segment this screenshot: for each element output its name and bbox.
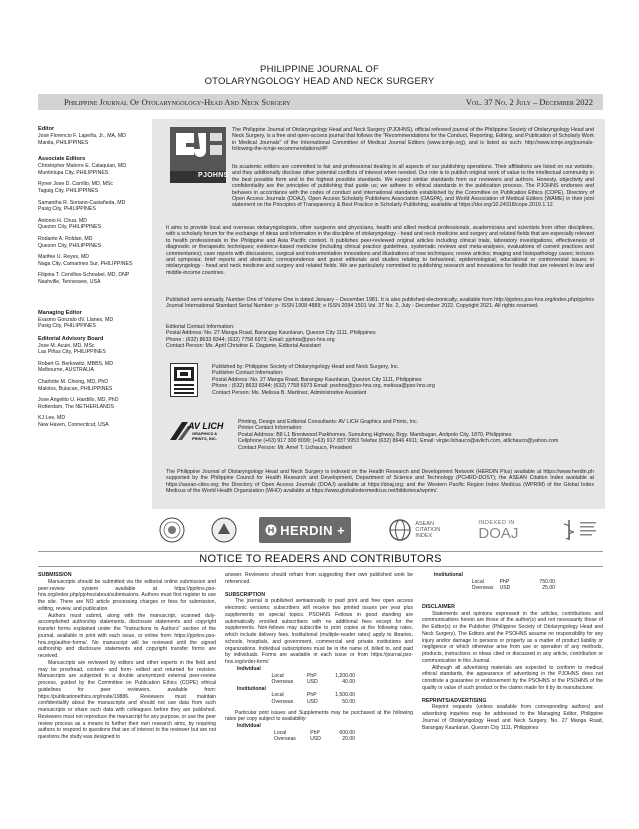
editorial-board [38, 126, 153, 435]
person-location: Pasig City, PHILIPPINES [38, 206, 96, 213]
person-location: Malolos, Bulacan, PHILIPPINES [38, 385, 113, 392]
editor-block [38, 126, 153, 146]
rate-cell: 1,500.00 [335, 692, 355, 699]
ethics-paragraph: Its academic editors are committed to fair and professional dealing in all aspects of our publishing operations. Their affiliations are listed on our website, and they additionally disclose other potential conflicts of interest when needed. Our role is to publish original work of value to the intellectual community in the best possible form and to the highest possible standards. We expect similar standards from our reviewers and authors. Honesty, objectivity and confidentiality are the principles of publishing that guide us; we adhere to ethical standards in the publication process. The PJOHNS endorses and behaves in accordance with the codes of conduct and international standards established by the Committee on Publication Ethics (COPE), Directory of Open Access Journals (DOAJ), Open Access Scholarly Publishers Association (OASPA), and World Association of Medical Editors (WAME) in their joint statement on the Principles of Transparency & Best Practice in Scholarly Publishing, available at https://doi.org/10.24318/cope.2019.1.12. [232, 164, 594, 209]
rate-cell: Overseas [471, 585, 494, 592]
wprim-text-lines [580, 519, 598, 541]
person-name: Rodante A. Roldan, MD [38, 235, 93, 242]
submission-heading: SUBMISSION [38, 572, 72, 578]
rate-cell: USD [310, 736, 321, 743]
wprim-caduceus-icon [560, 518, 578, 542]
person-location: Las Piñas City, PHILIPPINES [38, 349, 106, 356]
rate-cell: 750.00 [539, 578, 555, 585]
rate-cell: 20.00 [342, 736, 355, 743]
associate-editors-heading: Associate Editors [38, 156, 86, 163]
person-name: Antonio H. Chua, MD [38, 217, 88, 224]
person-name: Samantha R. Soriano-Castañeda, MD [38, 199, 126, 206]
rates-individual-label: Individual [237, 665, 261, 672]
publisher-line: Published by: Philippine Society of Otolaryngology Head and Neck Surgery, Inc. [212, 364, 400, 370]
notice-column-1 [38, 572, 216, 741]
rate-cell: Overseas [271, 699, 294, 706]
table-row [225, 692, 413, 699]
rate-cell: Local [271, 672, 284, 679]
herdin-h-icon [265, 524, 277, 536]
printer-line: Contact Person: Mr. Arnel T. Lichauco, President [238, 444, 352, 451]
person-name: Filipina T. Cervillos-Schnabel, MD, DNP [38, 272, 130, 279]
running-head-left: Philippine Journal Of Otolaryngology-Head And Neck Surgery [64, 97, 291, 107]
herdin-logo-text: HERDIN + [280, 522, 346, 538]
masthead [0, 64, 639, 88]
table-row [422, 579, 603, 586]
table-row [225, 679, 413, 686]
advisory-member [38, 397, 153, 410]
rate-cell: USD [306, 699, 318, 706]
asean-logo-line3: INDEX [415, 533, 433, 539]
editor-location: Manila, PHILIPPINES [38, 139, 89, 146]
notice-title: NOTICE TO READERS AND CONTRIBUTORS [38, 551, 603, 567]
submission-paragraph: Manuscripts should be submitted via the editorial online submission and peer-review system available at https://pjohns.pso-hns.org/index.php/pjohns/about/submissions. Authors must first register to use the site. There are NO article processing charges or fees for submission, editing, review, and publication. [38, 578, 216, 612]
rate-cell: Overseas [274, 736, 296, 743]
person-location: New Haven, Connecticut, USA [38, 422, 109, 429]
publisher-line: Phone : (632) 8633 8344; (632) 7758 6973 Email: psohns@pso-hns.org, melissa@pso-hns.org [212, 383, 435, 390]
rates-table-individual [225, 673, 413, 686]
person-location: Melbourne, AUSTRALIA [38, 367, 94, 374]
person-name: Ryner Jose D. Carrillo, MD, MSc [38, 181, 113, 188]
notice-column-3 [422, 572, 603, 731]
editor-heading: Editor [38, 126, 55, 132]
asean-logo-line1: ASEAN [415, 521, 434, 527]
person-name: Charlotte M. Chiong, MD, PhD [38, 379, 109, 386]
reprints-paragraph: Reprint requests (unless available from corresponding authors) and advertising inquiries may be addressed to the Managing Editor, Philippine Journal of Otolaryngology Head and Neck Surgery, No. 27 Manga Road, Barangay Kaunlaran, Quezon City 1111, Philippines [422, 704, 603, 731]
associate-editor [38, 200, 153, 213]
psohns-seal-logo [170, 363, 198, 397]
submission-paragraph: Manuscripts are reviewed by editors and other experts in the field and may be proofread, content- and form- edited and returned for revision. Manuscripts are subjected to a double anonymized external peer-review process, guided by the Committee on Publication Ethics (COPE) ethical guidelines for peer reviewers, available from: https://publicationethics.org/node/19886. Reviewers must maintain confidentiality about the manuscripts and should not use data from such manuscripts or share such data with colleagues before they are published. Reviewers must not reproduce the manuscript for any purpose, or use the peer review process as a means to further their own research aims, by requiring authors to respond to questions that are of interest to the reviewer but are not questions the study was designed to [38, 659, 216, 740]
journal-title-line2: OTOLARYNGOLOGY HEAD AND NECK SURGERY [204, 76, 435, 87]
disclaimer-paragraph: Although all advertising materials are expected to conform to medical ethical standards, the appearance of advertising in the PJOHNS does not constitute a guarantee or endorsement by the PSOHNS or the PSOHNS of the quality or value of such product or the claims made for it by its manufacturer. [422, 664, 603, 691]
rate-cell: PhP [306, 692, 317, 699]
printer-line: Postal Address: B8 L1 Brentwood Parkhomes, Sumulong Highway, Brgy. Mambugan, Antipolo City, 1870, Philippines [238, 431, 512, 438]
advisory-board-block [38, 336, 153, 429]
submission-paragraph: Authors must submit, along with the manuscript, scanned duly-accomplished authorship statements, disclosure statements and copyright transfer forms explained under the "Instructions to Authors" section of the journal, available in print with each issue, or online from: https://pjohns.pso-hns.org/author-forms/. No manuscript will be reviewed until the signed authorship and disclosure statements and copyright transfer forms are received. [38, 612, 216, 659]
herdin-logo [259, 517, 351, 543]
rate-cell: Local [471, 578, 484, 585]
associate-editor [38, 218, 153, 231]
pjohns-logo-label: PJOHNS [198, 172, 229, 179]
running-head-bar [38, 94, 603, 110]
journal-title-line1: PHILIPPINE JOURNAL OF [260, 64, 379, 75]
rate-cell: 50.00 [342, 699, 355, 706]
rate-cell: 600.00 [339, 729, 355, 736]
person-location: Pasig City, PHILIPPINES [38, 323, 96, 330]
aims-paragraph: It aims to provide local and overseas otolaryngologists, other surgeons and physicians, health and allied medical professionals, academicians and scientists from other disciplines, with a scholarly forum for the exchange of ideas and information in the discipline of otolaryngology - head and neck medicine and surgery and related fields that are especially relevant to health professionals in the Philippine and Asia Pacific context. It publishes peer-reviewed original articles including clinical trials, laboratory investigations, effectiveness of diagnostic or therapeutic techniques; evidence-based medicine (including clinical practice guidelines, systematic reviews and meta-analyses, evaluations of current practices and commentaries); case reports with discussions, surgical and instrumentation innovations and illustrations of new techniques; review articles; imaging and histopathology cases; lectures and symposia; brief reports and abstracts; correspondence and guest editorials and studies relating to behavioral, epidemiological, educational or controversial issues in otolaryngology - head and neck medicine and surgery and related fields. We are particularly committed to publishing research and innovations for health that are relevant in low and middle-income countries. [166, 225, 594, 276]
dost-seal-graphic [211, 517, 237, 543]
indexing-paragraph: The Philippine Journal of Otolaryngology Head and Neck Surgery is indexed on the Health Research and Development Network (HERDIN Plus) available at https://www.herdin.ph supported by the Philippine Council for Health Research and Development, Department of Science and Technology (PCHRD-DOST); the ASEAN Citation Index available at https://asean-cites.org; the Directory of Open Access Journals (DOAJ) available at https://doaj.org; and the Western Pacific Region Index Medicus (WPRIM) of the Global Index Medicus of the World Health Organization (WHO) available at https://www.globalindexmedicus.net/biblioteca/wprim/. [166, 469, 594, 495]
associate-editor [38, 163, 153, 176]
running-head-right: Vol. 37 No. 2 July – December 2022 [465, 97, 593, 107]
associate-editor [38, 254, 153, 267]
rate-cell: PhP [306, 672, 317, 679]
person-name: Marifee U. Reyes, MD [38, 254, 90, 261]
subscription-paragraph: The journal is published semiannually in paid print and free open access electronic versions; subscribers will receive two printed issues per year plus supplements on special topics. PSOHNS Fellows in good standing are automatically enrolled subscribers with no additional fees except for the supplements. Non-fellows may subscribe to print copies at the following rates, which include delivery fees. Institutional (multiple-reader rates) apply to libraries, schools, hospitals, and government, commercial and private institutions and organizations. Individual subscriptions must be in the name of, billed to, and paid by individuals. Forms are available in each issue or from https://journal.pso-hns.org/order-form/ [225, 598, 413, 665]
advisory-member [38, 415, 153, 428]
rate-cell: 25.00 [542, 585, 555, 592]
avlich-logo-sub2: PRINTS, INC. [192, 436, 217, 441]
reprints-heading: REPRINTS/ADVERTISING [422, 697, 487, 704]
person-location: Quezon City, PHILIPPINES [38, 224, 102, 231]
avlich-logo-text: AV LICH [188, 421, 224, 431]
associate-editors-block [38, 156, 153, 285]
psohns-seal-graphic [171, 364, 197, 396]
table-row [225, 673, 413, 680]
contact-line: Editorial Contact Information: [166, 324, 235, 330]
person-location: Muntinlupa City, PHILIPPINES [38, 169, 109, 176]
avlich-logo-sub1: GRAPHICS & [192, 431, 218, 436]
supp-individual-label: Individual [237, 723, 261, 730]
disclaimer-heading: DISCLAIMER [422, 603, 455, 610]
table-row [225, 736, 413, 743]
rate-cell: Overseas [271, 679, 294, 686]
rate-cell: USD [499, 585, 511, 592]
associate-editor [38, 236, 153, 249]
dost-seal-logo [209, 517, 239, 543]
editorial-contact [166, 324, 594, 350]
rate-cell: Local [271, 692, 284, 699]
doaj-logo-line2: DOAJ [478, 524, 519, 542]
person-name: Jose M. Acuin, MD, MSc [38, 342, 95, 349]
doaj-logo-line1: INDEXED IN [478, 519, 515, 526]
rates-table-institutional [225, 692, 413, 705]
rate-cell: PhP [499, 578, 510, 585]
printer-line: Printing, Design and Editorial Consultants: AV LICH Graphics and Prints, Inc. [238, 419, 419, 425]
advisory-member [38, 361, 153, 374]
contact-line: Postal Address: No. 27 Manga Road, Barangay Kaunlaran, Quezon City 1111, Philippines [166, 330, 376, 337]
person-location: Taguig City, PHILIPPINES [38, 187, 99, 194]
rate-cell: Local [274, 729, 287, 736]
managing-editor-heading: Managing Editor [38, 309, 82, 316]
printer-line: Printer Contact Information: [238, 425, 303, 432]
pjohns-logo [168, 127, 228, 183]
subscription-heading: SUBSCRIPTION [225, 591, 266, 598]
advisory-board-heading: Editorial Advisory Board [38, 335, 104, 342]
doaj-logo [478, 517, 536, 543]
pchrd-seal-graphic [159, 517, 185, 543]
review-continuation: answer. Reviewers should refrain from suggesting their own published work be referenced. [225, 572, 413, 585]
person-name: Christopher Malorre E. Calaquian, MD [38, 163, 126, 170]
person-location: Quezon City, PHILIPPINES [38, 242, 102, 249]
editor-name: José Florencio F. Lapeña, Jr., MA, MD [38, 133, 126, 139]
disclaimer-paragraph: Statements and opinions expressed in the articles, contributions and communications herein are those of the author(s) and not necessarily those of the Editor(s) or the Publisher (Philippine Society of Otolaryngology Head and Neck Surgery). The Editors and the PSOHNS assume no responsibility for any injury and/or damage to persons or property as a matter of product liability or negligence or which otherwise arise from use or operation of any methods, products, instructions or ideas cited or discussed in any article, contribution or communication in this Journal. [422, 610, 603, 664]
supp-institutional-label: Institutional [434, 572, 463, 578]
associate-editor [38, 181, 153, 194]
person-name: KJ Lee, MD [38, 415, 66, 422]
associate-editor [38, 272, 153, 285]
supp-rates-table-individual [225, 730, 413, 743]
person-location: Naga City, Camarines Sur, PHILIPPINES [38, 260, 133, 267]
printer-info [238, 419, 594, 451]
asean-globe-icon [389, 519, 411, 541]
person-name: Erasmo Gonzalo dV. Llanes, MD [38, 316, 114, 323]
asean-citation-index-logo [372, 517, 458, 543]
asean-logo-line2: CITATION [415, 527, 441, 533]
table-row [422, 585, 603, 592]
person-location: Rotterdam, The NETHERLANDS [38, 403, 115, 410]
supp-rates-table-institutional [422, 579, 603, 592]
publisher-line: Contact Person: Ms. Melissa B. Martinez, Administrative Assistant [212, 389, 367, 396]
table-row [225, 699, 413, 706]
printer-line: Cellphone (+63) 917 300 8099; (+63) 917 837 9953 Telefax (632) 8646 4911; Email: virgie.lichauco@avlich.com, atlichauco@yahoo.com [238, 438, 559, 445]
rate-cell: 40.00 [342, 679, 355, 686]
publisher-info [212, 364, 594, 396]
person-location: Nashville, Tennessee, USA [38, 278, 101, 285]
person-name: Robert G. Berkowitz, MBBS, MD [38, 360, 113, 367]
table-row [225, 730, 413, 737]
rate-cell: USD [306, 679, 318, 686]
avlich-logo [168, 420, 228, 442]
supplement-paragraph: Particular print issues and Supplements may be purchased at the following rates per copy subject to availability: [225, 709, 413, 723]
publisher-line: Publisher Contact Information: [212, 370, 284, 377]
wprim-logo [557, 517, 601, 543]
person-name: Jose Angelito U. Hardillo, MD, PhD [38, 397, 119, 404]
contact-line: Phone : (632) 8633 8344; (632) 7758 6973; Email: pjohns@pso-hns.org [166, 336, 335, 343]
about-paragraph: The Philippine Journal of Otolaryngology Head and Neck Surgery (PJOHNS), official refereed journal of the Philippine Society of Otolaryngology Head and Neck Surgery, is a free and open-access journal that follows the "Recommendations for the Conduct, Reporting, Editing, and Publication of Scholarly Work in Medical Journals" of the International Committee of Medical Journal Editors (www.icmje.org), and is listed as such: http://www.icmje.org/journals-following-the-icmje-recommendations/#P [232, 127, 594, 153]
rates-institutional-label: Institutional [237, 685, 266, 692]
indexing-logos [152, 514, 605, 546]
managing-editor-block [38, 310, 153, 330]
rate-cell: 1,200.00 [335, 672, 355, 679]
publisher-line: Postal Address: No. 27 Manga Road, Barangay Kaunlaran, Quezon City 1111, Philippines [212, 376, 422, 383]
publication-paragraph: Published semi-annually, Number One of Volume One is dated January – December 1981. It is also published electronically, available from http://pjohns.pso-hns.org/index.php/pjohns Journal International Standard Serial Number: p- ISSN 1908 4889; e ISSN 2094 1501 Vol. 37 No. 2, July - December 2022. Copyright 2021. All rights reserved. [166, 297, 594, 310]
advisory-member [38, 379, 153, 392]
contact-line: Contact Person: Ms. April Christine E. Dagame, Editorial Assistant [166, 343, 321, 350]
notice-column-2 [225, 572, 413, 743]
pchrd-seal-logo [156, 517, 188, 543]
rate-cell: PhP [310, 729, 320, 736]
advisory-member [38, 343, 153, 356]
